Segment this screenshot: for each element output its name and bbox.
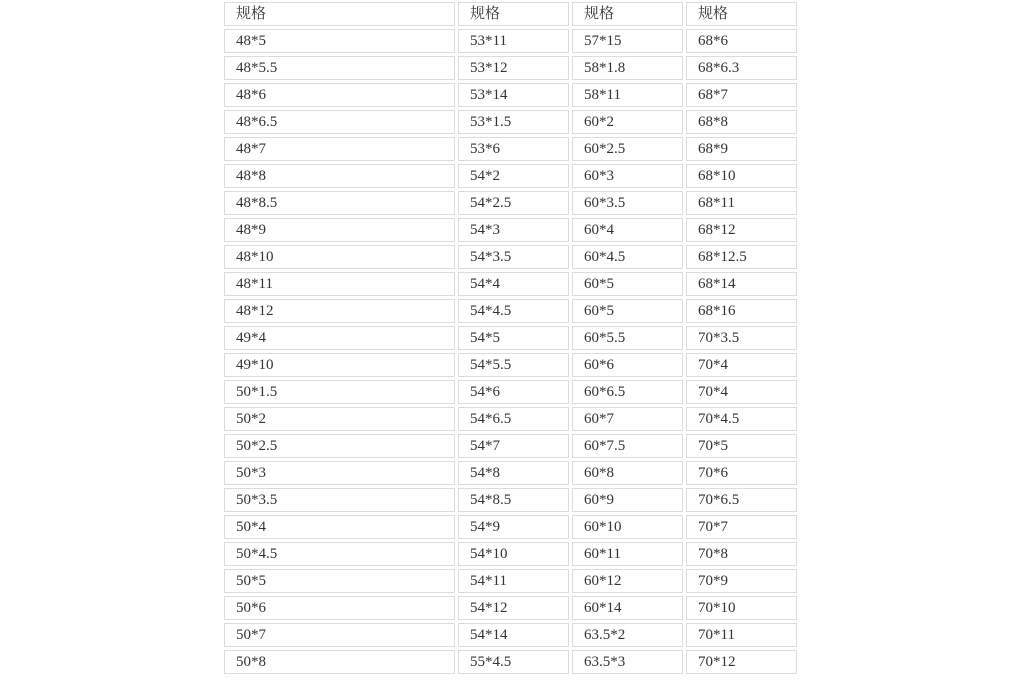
table-cell: 54*5.5: [458, 353, 569, 377]
table-cell: 60*5.5: [572, 326, 683, 350]
table-cell: 68*12.5: [686, 245, 797, 269]
table-cell: 54*4.5: [458, 299, 569, 323]
table-cell: 60*6: [572, 353, 683, 377]
table-cell: 70*6: [686, 461, 797, 485]
table-cell: 54*8: [458, 461, 569, 485]
table-cell: 58*11: [572, 83, 683, 107]
table-row: [224, 83, 797, 107]
table-cell: 68*6.3: [686, 56, 797, 80]
table-cell: 60*2.5: [572, 137, 683, 161]
table-cell: 68*7: [686, 83, 797, 107]
table-cell: 53*11: [458, 29, 569, 53]
table-cell: 68*12: [686, 218, 797, 242]
table-cell: 70*4: [686, 353, 797, 377]
table-cell: 68*8: [686, 110, 797, 134]
table-cell: 48*10: [224, 245, 455, 269]
table-cell: 70*9: [686, 569, 797, 593]
table-cell: 48*8: [224, 164, 455, 188]
table-cell: 57*15: [572, 29, 683, 53]
table-cell: 48*8.5: [224, 191, 455, 215]
table-cell: 53*1.5: [458, 110, 569, 134]
table-cell: 70*12: [686, 650, 797, 674]
table-row: [224, 623, 797, 647]
table-cell: 49*10: [224, 353, 455, 377]
table-cell: 48*6.5: [224, 110, 455, 134]
table-cell: 60*5: [572, 299, 683, 323]
table-cell: 60*2: [572, 110, 683, 134]
table-row: [224, 299, 797, 323]
table-row: [224, 380, 797, 404]
table-cell: 60*9: [572, 488, 683, 512]
header-cell: 规格: [458, 2, 569, 26]
spec-table-header: [224, 2, 797, 26]
table-cell: 48*12: [224, 299, 455, 323]
header-cell: 规格: [686, 2, 797, 26]
table-cell: 50*1.5: [224, 380, 455, 404]
table-cell: 60*3.5: [572, 191, 683, 215]
table-cell: 53*14: [458, 83, 569, 107]
table-cell: 48*6: [224, 83, 455, 107]
table-row: [224, 218, 797, 242]
table-cell: 70*10: [686, 596, 797, 620]
table-cell: 54*14: [458, 623, 569, 647]
table-cell: 63.5*3: [572, 650, 683, 674]
header-cell: 规格: [224, 2, 455, 26]
table-cell: 48*9: [224, 218, 455, 242]
table-row: [224, 515, 797, 539]
header-cell: 规格: [572, 2, 683, 26]
table-cell: 54*10: [458, 542, 569, 566]
spec-table-body: [224, 29, 797, 674]
table-cell: 70*4.5: [686, 407, 797, 431]
table-cell: 60*3: [572, 164, 683, 188]
table-row: [224, 110, 797, 134]
table-cell: 50*2: [224, 407, 455, 431]
table-cell: 60*8: [572, 461, 683, 485]
table-cell: 68*10: [686, 164, 797, 188]
table-cell: 50*3: [224, 461, 455, 485]
table-cell: 68*11: [686, 191, 797, 215]
table-row: [224, 596, 797, 620]
table-row: [224, 29, 797, 53]
table-cell: 68*9: [686, 137, 797, 161]
table-row: [224, 542, 797, 566]
table-row: [224, 650, 797, 674]
table-cell: 70*7: [686, 515, 797, 539]
table-cell: 54*12: [458, 596, 569, 620]
table-cell: 54*9: [458, 515, 569, 539]
table-cell: 54*8.5: [458, 488, 569, 512]
table-cell: 68*16: [686, 299, 797, 323]
table-row: [224, 353, 797, 377]
table-cell: 54*6.5: [458, 407, 569, 431]
table-row: [224, 488, 797, 512]
table-cell: 60*12: [572, 569, 683, 593]
table-cell: 50*4: [224, 515, 455, 539]
table-cell: 54*3: [458, 218, 569, 242]
table-cell: 48*11: [224, 272, 455, 296]
table-cell: 70*3.5: [686, 326, 797, 350]
table-cell: 50*4.5: [224, 542, 455, 566]
table-cell: 54*6: [458, 380, 569, 404]
table-cell: 68*14: [686, 272, 797, 296]
table-row: [224, 569, 797, 593]
table-cell: 53*6: [458, 137, 569, 161]
table-cell: 50*5: [224, 569, 455, 593]
table-cell: 50*7: [224, 623, 455, 647]
table-cell: 60*11: [572, 542, 683, 566]
table-cell: 63.5*2: [572, 623, 683, 647]
table-row: [224, 407, 797, 431]
table-cell: 54*11: [458, 569, 569, 593]
table-cell: 70*8: [686, 542, 797, 566]
table-cell: 60*14: [572, 596, 683, 620]
table-cell: 54*3.5: [458, 245, 569, 269]
table-cell: 53*12: [458, 56, 569, 80]
table-cell: 50*2.5: [224, 434, 455, 458]
table-cell: 70*11: [686, 623, 797, 647]
table-cell: 50*3.5: [224, 488, 455, 512]
table-cell: 55*4.5: [458, 650, 569, 674]
table-cell: 54*2.5: [458, 191, 569, 215]
table-cell: 60*5: [572, 272, 683, 296]
table-cell: 54*2: [458, 164, 569, 188]
table-cell: 54*5: [458, 326, 569, 350]
table-cell: 58*1.8: [572, 56, 683, 80]
table-cell: 60*4: [572, 218, 683, 242]
table-cell: 54*7: [458, 434, 569, 458]
table-row: [224, 164, 797, 188]
table-cell: 54*4: [458, 272, 569, 296]
table-row: [224, 137, 797, 161]
table-cell: 48*5: [224, 29, 455, 53]
table-row: [224, 461, 797, 485]
table-cell: 60*7: [572, 407, 683, 431]
table-cell: 60*6.5: [572, 380, 683, 404]
table-row: [224, 272, 797, 296]
table-row: [224, 434, 797, 458]
table-row: [224, 245, 797, 269]
table-cell: 48*7: [224, 137, 455, 161]
table-cell: 70*4: [686, 380, 797, 404]
table-cell: 48*5.5: [224, 56, 455, 80]
table-cell: 70*5: [686, 434, 797, 458]
table-cell: 60*7.5: [572, 434, 683, 458]
table-cell: 50*8: [224, 650, 455, 674]
table-cell: 49*4: [224, 326, 455, 350]
table-row: [224, 56, 797, 80]
table-cell: 60*10: [572, 515, 683, 539]
table-cell: 60*4.5: [572, 245, 683, 269]
header-row: [224, 2, 797, 26]
table-cell: 68*6: [686, 29, 797, 53]
table-row: [224, 191, 797, 215]
table-row: [224, 326, 797, 350]
table-cell: 50*6: [224, 596, 455, 620]
spec-table: [221, 0, 800, 677]
table-cell: 70*6.5: [686, 488, 797, 512]
